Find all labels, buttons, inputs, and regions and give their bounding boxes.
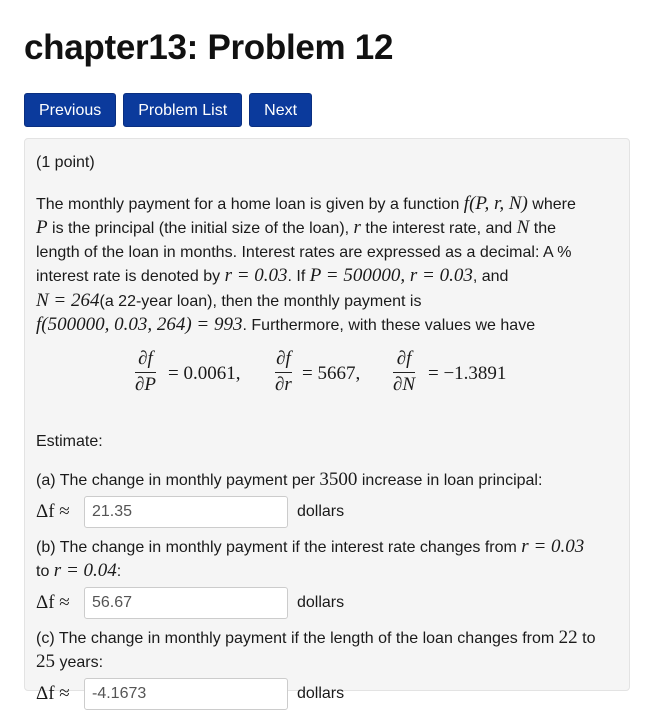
math-var-r: r (353, 217, 361, 238)
intro-text: length of the loan in months. Interest rates are expressed as a decimal: A % (36, 243, 572, 261)
intro-text: . If (287, 268, 310, 285)
next-button[interactable]: Next (249, 93, 312, 127)
part-c-answer-input[interactable] (84, 678, 288, 710)
part-b-prompt (36, 535, 619, 584)
intro-text: . Furthermore, with these values we have (242, 317, 536, 334)
denominator: ∂P (135, 373, 156, 395)
intro-text: The monthly payment for a home loan is given by a function (36, 195, 464, 213)
problem-list-button[interactable]: Problem List (123, 93, 242, 127)
partial-derivatives (36, 348, 619, 410)
partial-value-r: = 5667, (302, 362, 361, 384)
problem-panel (24, 138, 630, 704)
estimate-label: Estimate: (36, 432, 103, 450)
part-a-answer-input[interactable] (84, 496, 288, 528)
fraction-bar (393, 372, 415, 373)
delta-f-symbol: Δf ≈ (36, 591, 70, 613)
delta-f-symbol: Δf ≈ (36, 500, 70, 522)
part-c-prompt (36, 626, 619, 675)
denominator: ∂r (275, 373, 292, 395)
numerator: ∂f (276, 347, 291, 369)
math-rate: r = 0.03 (224, 265, 288, 286)
partial-value-n: = −1.3891 (428, 362, 507, 384)
intro-text: where (527, 195, 576, 213)
prompt-text: (a) The change in monthly payment per (36, 472, 320, 489)
math-var-p: P (36, 217, 48, 238)
units-label: dollars (297, 684, 345, 702)
intro-text: the (529, 220, 556, 237)
problem-nav (24, 93, 312, 127)
part-a-answer-row (36, 495, 619, 529)
math-rate-to: r = 0.04 (53, 560, 117, 581)
prompt-text: to (577, 629, 596, 647)
prompt-text: increase in loan principal: (357, 472, 543, 489)
math-var-n: N (516, 217, 530, 238)
prompt-text: : (116, 563, 122, 580)
math-years-from: 22 (558, 626, 578, 648)
fraction-df-dn (393, 348, 415, 396)
numerator: ∂f (138, 347, 153, 369)
math-values: P = 500000, r = 0.03 (309, 265, 473, 286)
part-a-prompt (36, 468, 619, 493)
units-label: dollars (297, 593, 345, 611)
intro-text: is the principal (the initial size of the loan), (47, 220, 354, 237)
delta-f-symbol: Δf ≈ (36, 682, 70, 704)
fraction-bar (135, 372, 156, 373)
prompt-text: (b) The change in monthly payment if the interest rate changes from (36, 538, 522, 556)
partial-value-p: = 0.0061, (168, 362, 241, 384)
prompt-text: years: (55, 654, 104, 671)
part-b-answer-input[interactable] (84, 587, 288, 619)
prompt-text: to (36, 563, 54, 580)
intro-text: interest rate is denoted by (36, 268, 225, 285)
math-rate-from: r = 0.03 (521, 535, 585, 557)
fraction-df-dr (275, 348, 292, 396)
math-years-to: 25 (36, 651, 55, 672)
problem-points: (1 point) (36, 154, 95, 171)
denominator: ∂N (393, 373, 416, 395)
intro-text: , and (472, 268, 509, 285)
page-title: chapter13: Problem 12 (24, 28, 394, 67)
part-b-answer-row (36, 586, 619, 620)
intro-text: the interest rate, and (360, 220, 517, 237)
numerator: ∂f (396, 347, 412, 369)
math-amount: 3500 (319, 469, 358, 490)
fraction-bar (275, 372, 292, 373)
prompt-text: (c) The change in monthly payment if the length of the loan changes from (36, 629, 559, 647)
math-function: f(P, r, N) (463, 192, 528, 214)
units-label: dollars (297, 502, 345, 520)
intro-text: (a 22-year loan), then the monthly payment is (99, 292, 422, 310)
problem-intro (36, 192, 619, 338)
previous-button[interactable]: Previous (24, 93, 116, 127)
fraction-df-dp (135, 348, 156, 396)
math-months: N = 264 (36, 289, 100, 311)
part-c-answer-row (36, 677, 619, 711)
math-payment: f(500000, 0.03, 264) = 993 (36, 314, 243, 335)
